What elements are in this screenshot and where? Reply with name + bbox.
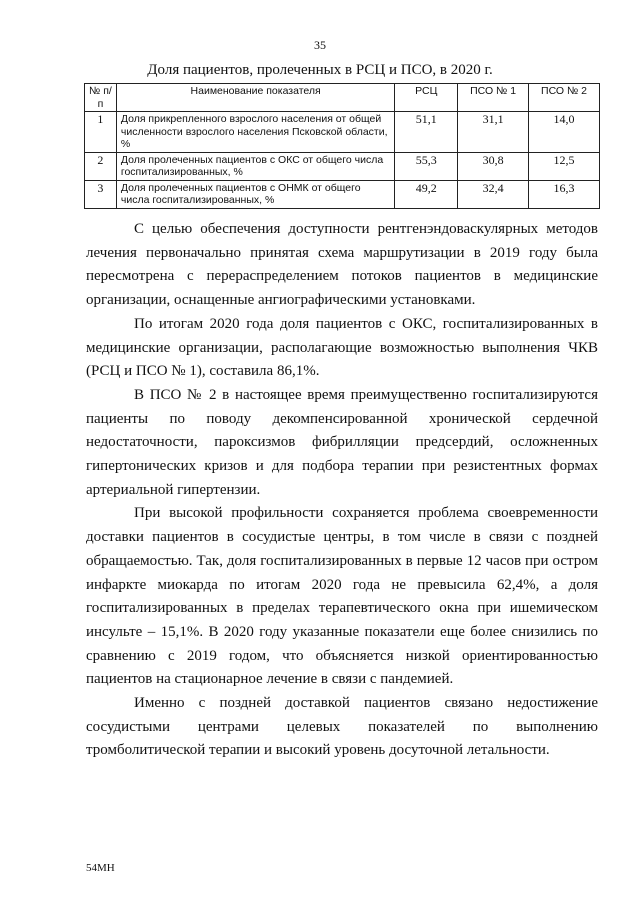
header-name: Наименование показателя (116, 84, 395, 112)
header-pso2: ПСО № 2 (529, 84, 600, 112)
row-rsc: 49,2 (395, 180, 458, 208)
header-num: № п/п (85, 84, 117, 112)
paragraph: С целью обеспечения доступности рентгенэндоваскулярных методов лечения первоначально принятая схема маршрутизации в 2019 году была пересмотрена с перераспределением потоков пациентов в медицинские организации, оснащенные ангиографическими установками. (86, 221, 598, 309)
table-title: Доля пациентов, пролеченных в РСЦ и ПСО, в 2020 г. (147, 62, 493, 78)
row-num: 1 (85, 112, 117, 153)
footer-code: 54МН (86, 862, 115, 874)
row-rsc: 55,3 (395, 152, 458, 180)
page-number: 35 (314, 38, 326, 52)
paragraph: По итогам 2020 года доля пациентов с ОКС, госпитализированных в медицинские организации, располагающие возможностью выполнения ЧКВ (РСЦ и ПСО № 1), составила 86,1%. (86, 315, 598, 380)
table-header-row (85, 84, 600, 112)
indicator-table (84, 83, 600, 209)
row-name: Доля пролеченных пациентов с ОНМК от общего числа госпитализированных, % (116, 180, 395, 208)
row-num: 2 (85, 152, 117, 180)
header-pso1: ПСО № 1 (458, 84, 529, 112)
row-pso2: 14,0 (529, 112, 600, 153)
row-name: Доля пролеченных пациентов с ОКС от общего числа госпитализированных, % (116, 152, 395, 180)
paragraph: При высокой профильности сохраняется проблема своевременности доставки пациентов в сосудистые центры, в том числе в связи с поздней обращаемостью. Так, доля госпитализированных в первые 12 часов при остром инфаркте миокарда по итогам 2020 года не превысила 62,4%, а доля госпитализированных в пределах терапевтического окна при ишемическом инсульте – 15,1%. В 2020 году указанные показатели еще более снизились по сравнению с 2019 годом, что объясняется низкой ориентированностью пациентов на стационарное лечение в связи с пандемией. (86, 505, 598, 688)
row-pso2: 16,3 (529, 180, 600, 208)
paragraph: В ПСО № 2 в настоящее время преимущественно госпитализируются пациенты по поводу декомпенсированной хронической сердечной недостаточности, пароксизмов фибрилляции предсердий, осложненных гипертонических кризов и для подбора терапии при резистентных формах артериальной гипертензии. (86, 386, 598, 498)
table-row (85, 152, 600, 180)
row-name: Доля прикрепленного взрослого населения от общей численности взрослого населения Псковской области, % (116, 112, 395, 153)
row-num: 3 (85, 180, 117, 208)
row-rsc: 51,1 (395, 112, 458, 153)
row-pso1: 31,1 (458, 112, 529, 153)
paragraph: Именно с поздней доставкой пациентов связано недостижение сосудистыми центрами целевых показателей по выполнению тромболитической терапии и высокий уровень досуточной летальности. (86, 695, 598, 759)
row-pso1: 30,8 (458, 152, 529, 180)
table-row (85, 180, 600, 208)
row-pso2: 12,5 (529, 152, 600, 180)
body-text (86, 218, 598, 763)
row-pso1: 32,4 (458, 180, 529, 208)
table-row (85, 112, 600, 153)
header-rsc: РСЦ (395, 84, 458, 112)
